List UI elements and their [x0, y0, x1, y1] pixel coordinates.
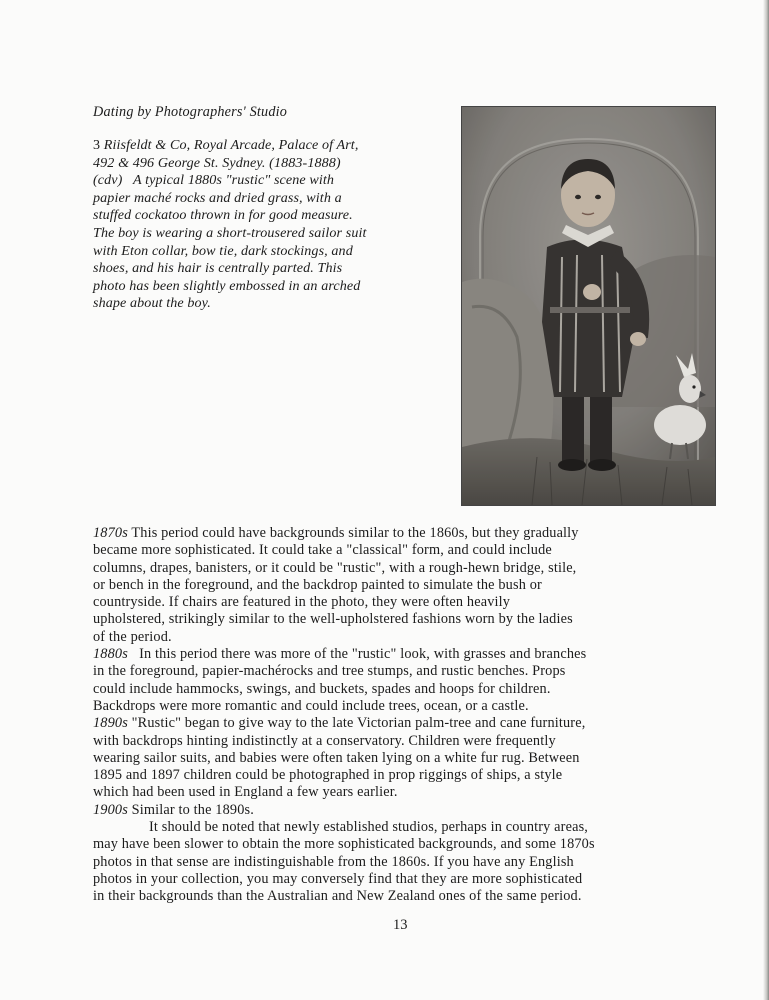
caption-line: The boy is wearing a short-trousered sailor suit	[93, 224, 367, 241]
caption-line: (cdv) A typical 1880s "rustic" scene with	[93, 172, 335, 189]
caption-number: 3	[93, 137, 101, 153]
body-text	[93, 525, 713, 906]
vintage-photograph	[461, 106, 716, 506]
text-line: Backdrops were more romantic and could include trees, ocean, or a castle.	[93, 697, 529, 714]
paragraph-1900s	[93, 802, 713, 819]
text-line: in their backgrounds than the Australian and New Zealand ones of the same period.	[93, 888, 582, 905]
text-line: became more sophisticated. It could take a "classical" form, and could include	[93, 542, 552, 559]
text-line: in the foreground, papier-machérocks and tree stumps, and rustic benches. Props	[93, 663, 566, 680]
text-line: 1895 and 1897 children could be photographed in prop riggings of ships, a style	[93, 767, 563, 784]
text-line: upholstered, strikingly similar to the well-upholstered fashions worn by the ladies	[93, 611, 573, 628]
caption-line	[93, 137, 433, 155]
text-line: countryside. If chairs are featured in the photo, they were often heavily	[93, 594, 511, 611]
photo-illustration	[462, 107, 715, 505]
text-line: "Rustic" began to give way to the late Victorian palm-tree and cane furniture,	[127, 715, 586, 732]
text-line: of the period.	[93, 628, 172, 645]
caption-line: photo has been slightly embossed in an arched	[93, 277, 361, 294]
text-line: It should be noted that newly established studios, perhaps in country areas,	[149, 819, 589, 836]
text-line: This period could have backgrounds similar to the 1860s, but they gradually	[127, 525, 579, 541]
caption-line: with Eton collar, bow tie, dark stockings, and	[93, 242, 353, 259]
text-line: which had been used in England a few years earlier.	[93, 784, 398, 801]
caption-line: 492 & 496 George St. Sydney. (1883-1888)	[93, 154, 341, 171]
era-label: 1870s	[93, 525, 128, 541]
text-line: photos in that sense are indistinguishable from the 1860s. If you have any English	[93, 853, 574, 870]
text-line: Similar to the 1890s.	[127, 801, 254, 818]
text-line: columns, drapes, banisters, or it could be "rustic", with a rough-hewn bridge, stile,	[93, 559, 577, 576]
caption-line: papier maché rocks and dried grass, with a	[93, 189, 342, 206]
text-line: photos in your collection, you may conversely find that they are more sophisticated	[93, 870, 583, 887]
caption-line: shape about the boy.	[93, 295, 211, 312]
text-line: In this period there was more of the "rustic" look, with grasses and branches	[127, 646, 587, 663]
text-line: may have been slower to obtain the more sophisticated backgrounds, and some 1870s	[93, 836, 595, 853]
page-number: 13	[393, 917, 408, 933]
text-line: or bench in the foreground, and the backdrop painted to simulate the bush or	[93, 576, 542, 593]
paragraph-1880s	[93, 646, 713, 663]
text-line: could include hammocks, swings, and buckets, spades and hoops for children.	[93, 680, 551, 697]
text-line: wearing sailor suits, and babies were often taken lying on a white fur rug. Between	[93, 749, 580, 766]
era-label: 1900s	[93, 801, 128, 818]
photo-caption	[93, 137, 433, 313]
caption-text: Riisfeldt & Co, Royal Arcade, Palace of Art,	[100, 137, 359, 153]
era-label: 1880s	[93, 646, 128, 663]
text-line: with backdrops hinting indistinctly at a conservatory. Children were frequently	[93, 732, 556, 749]
caption-line: stuffed cockatoo thrown in for good measure.	[93, 207, 353, 224]
paragraph-note	[93, 819, 713, 836]
era-label: 1890s	[93, 715, 128, 732]
paragraph-1890s	[93, 715, 713, 732]
page-edge-shadow	[763, 0, 769, 1000]
section-header: Dating by Photographers' Studio	[93, 104, 288, 120]
paragraph-1870s	[93, 525, 713, 542]
caption-line: shoes, and his hair is centrally parted. This	[93, 260, 343, 277]
